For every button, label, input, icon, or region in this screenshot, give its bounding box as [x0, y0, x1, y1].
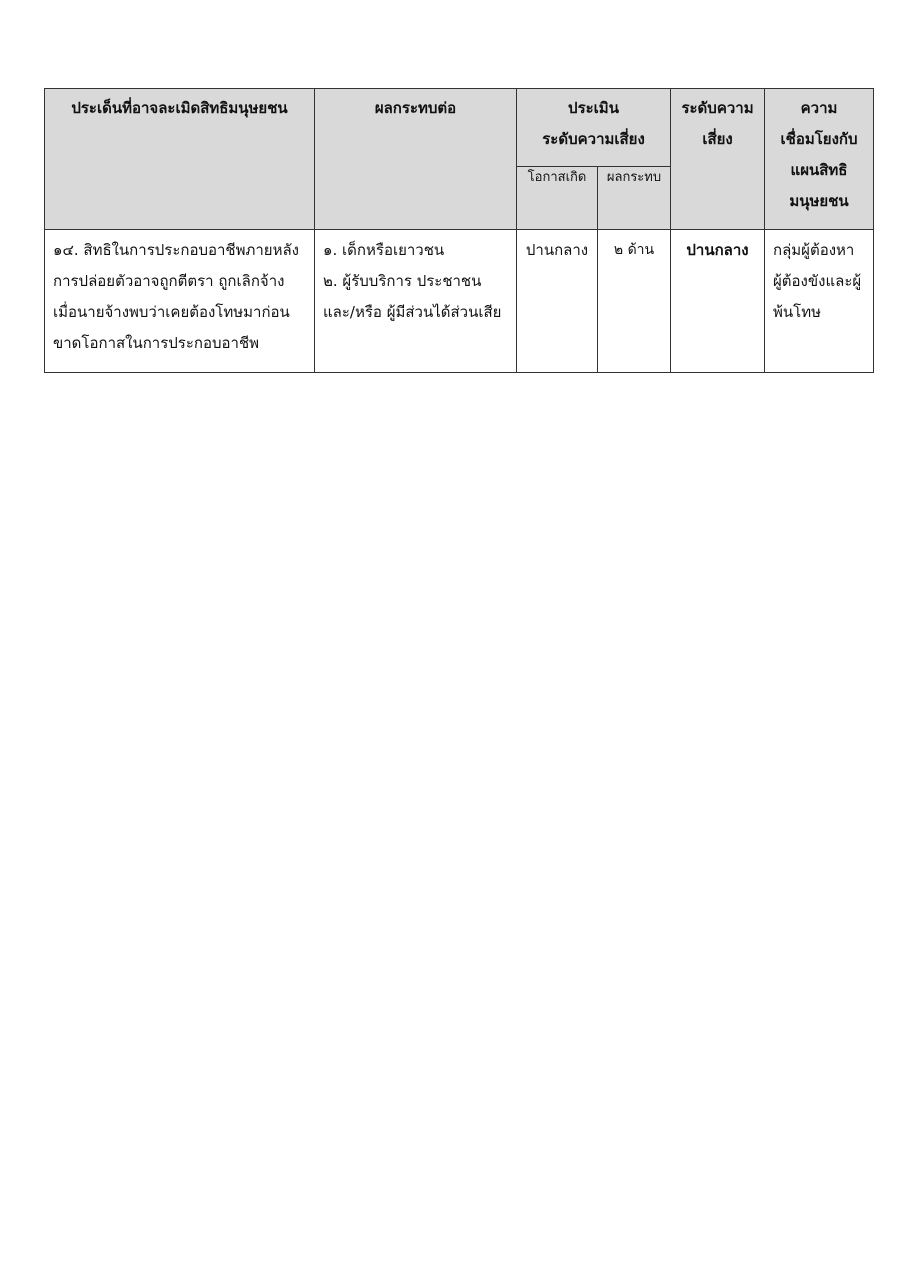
header-assessment: ประเมิน ระดับความเสี่ยง [517, 89, 671, 167]
cell-issue: ๑๔. สิทธิในการประกอบอาชีพภายหลัง การปล่อยตัวอาจถูกตีตรา ถูกเลิกจ้าง เมื่อนายจ้างพบว่าเคยต้องโทษมาก่อน ขาดโอกาสในการประกอบอาชีพ [45, 230, 315, 373]
header-impact: ผลกระทบต่อ [315, 89, 517, 230]
header-hr-plan-link: ความ เชื่อมโยงกับ แผนสิทธิ มนุษยชน [765, 89, 874, 230]
header-issue: ประเด็นที่อาจละเมิดสิทธิมนุษยชน [45, 89, 315, 230]
cell-impact: ๑. เด็กหรือเยาวชน ๒. ผู้รับบริการ ประชาชน และ/หรือ ผู้มีส่วนได้ส่วนเสีย [315, 230, 517, 373]
header-risk-level: ระดับความ เสี่ยง [671, 89, 765, 230]
header-likelihood: โอกาสเกิด [517, 167, 598, 230]
cell-risk-level: ปานกลาง [671, 230, 765, 373]
cell-impact-value: ๒ ด้าน [598, 230, 671, 373]
cell-likelihood: ปานกลาง [517, 230, 598, 373]
header-impact-sub: ผลกระทบ [598, 167, 671, 230]
risk-assessment-table [44, 88, 874, 373]
cell-hr-plan-link: กลุ่มผู้ต้องหา ผู้ต้องขังและผู้ พ้นโทษ [765, 230, 874, 373]
table-row [45, 230, 874, 373]
